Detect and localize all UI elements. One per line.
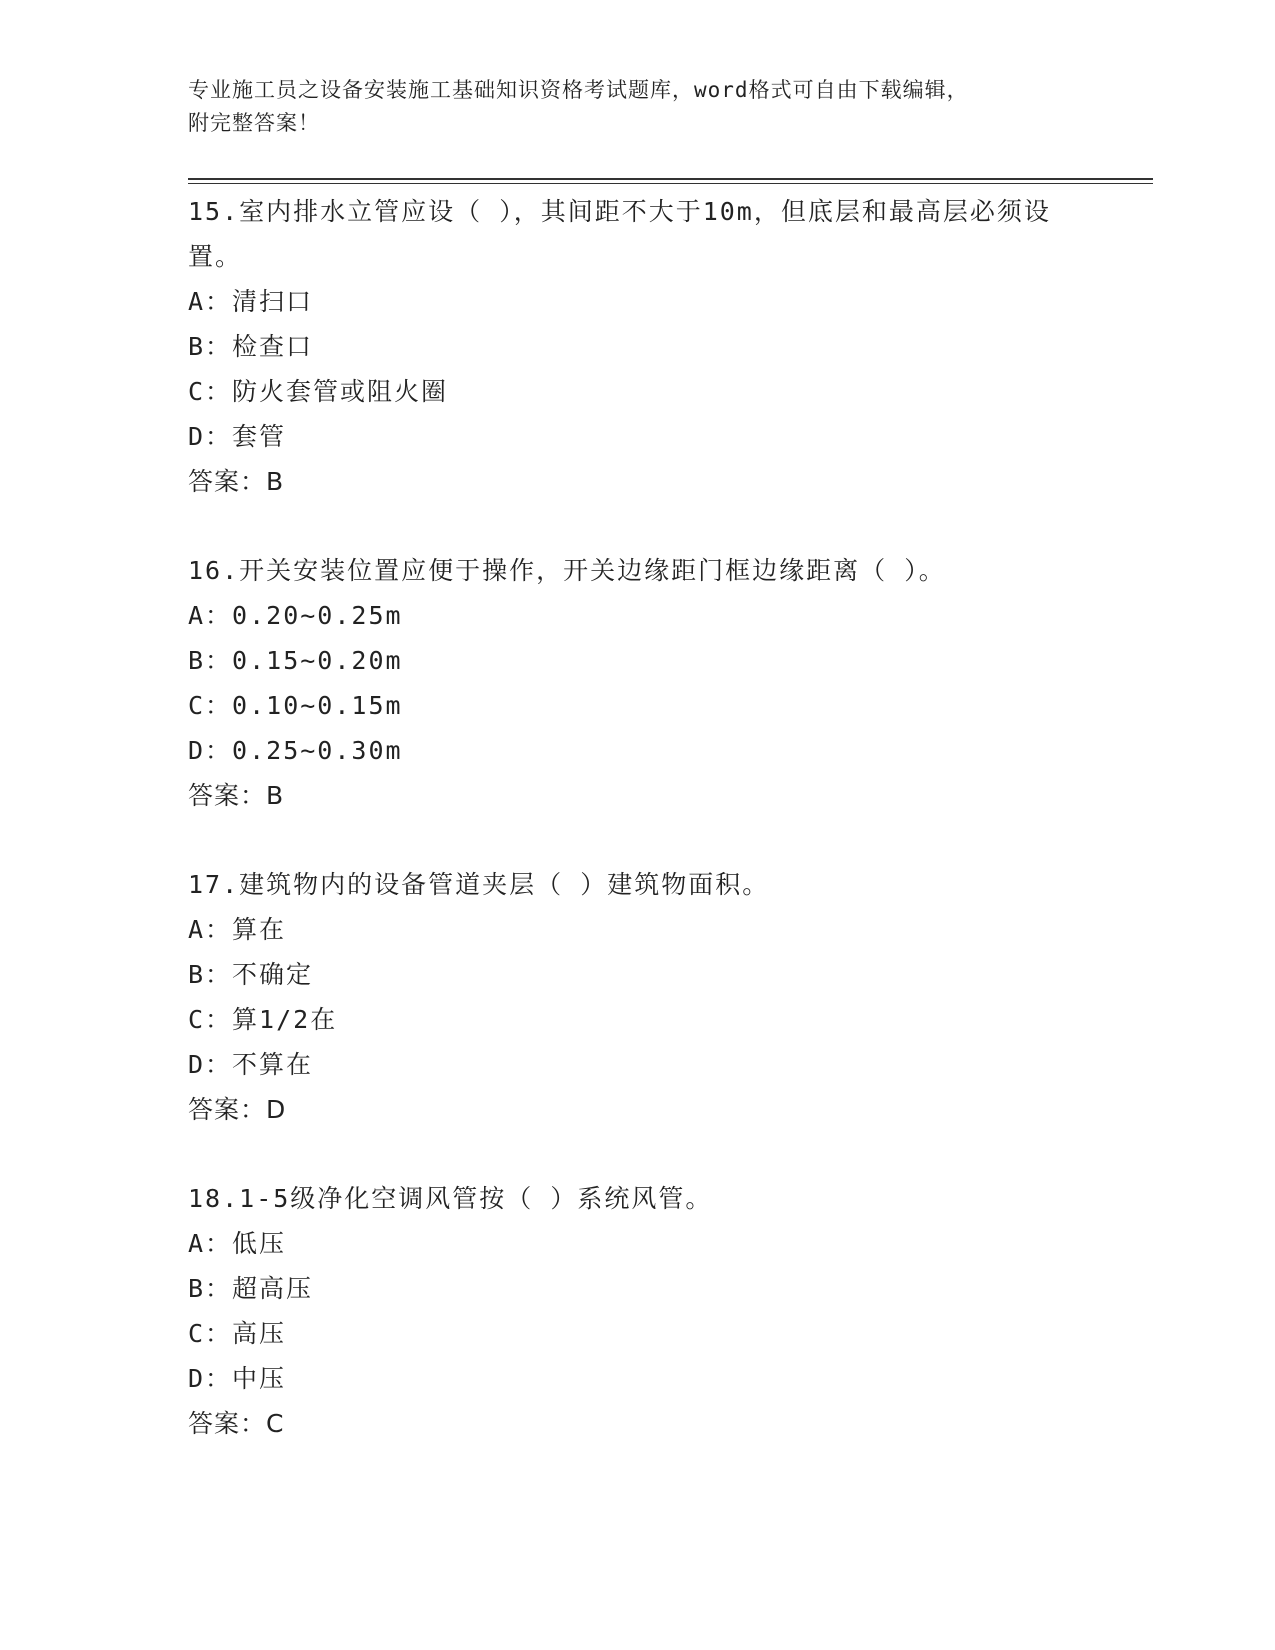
option-a: A：算在: [188, 915, 287, 944]
header-divider-thin: [188, 183, 1153, 184]
answer-line: 答案：C: [188, 1409, 285, 1438]
question-spacer: [188, 818, 1088, 862]
option-b: B：检查口: [188, 332, 314, 361]
question-stem: 17.建筑物内的设备管道夹层（ ）建筑物面积。: [188, 870, 770, 899]
option-a: A：低压: [188, 1229, 287, 1258]
option-d: D：不算在: [188, 1050, 314, 1079]
answer-line: 答案：B: [188, 781, 285, 810]
option-a: A：0.20~0.25m: [188, 601, 403, 630]
header-divider-thick: [188, 178, 1153, 180]
option-b: B：不确定: [188, 960, 314, 989]
question-stem: 15.室内排水立管应设（ ），其间距不大于10m，但底层和最高层必须设置。: [188, 197, 1051, 271]
question-17: [188, 862, 1088, 1132]
option-b: B：超高压: [188, 1274, 314, 1303]
header-line-2: 附完整答案！: [188, 111, 320, 135]
option-a: A：清扫口: [188, 287, 314, 316]
question-18: [188, 1176, 1088, 1446]
question-stem: 16.开关安装位置应便于操作，开关边缘距门框边缘距离（ ）。: [188, 556, 946, 585]
option-d: D：套管: [188, 422, 287, 451]
option-d: D：中压: [188, 1364, 287, 1393]
answer-line: 答案：B: [188, 467, 285, 496]
question-15: [188, 189, 1088, 504]
question-stem: 18.1-5级净化空调风管按（ ）系统风管。: [188, 1184, 713, 1213]
question-spacer: [188, 504, 1088, 548]
option-d: D：0.25~0.30m: [188, 736, 403, 765]
question-16: [188, 548, 1088, 818]
header-line-1: 专业施工员之设备安装施工基础知识资格考试题库，word格式可自由下载编辑，: [188, 78, 969, 102]
option-c: C：防火套管或阻火圈: [188, 377, 449, 406]
question-spacer: [188, 1132, 1088, 1176]
question-list: [188, 189, 1088, 1446]
option-c: C：算1/2在: [188, 1005, 338, 1034]
option-c: C：0.10~0.15m: [188, 691, 403, 720]
document-header: [188, 74, 1088, 140]
option-c: C：高压: [188, 1319, 287, 1348]
answer-line: 答案：D: [188, 1095, 287, 1124]
option-b: B：0.15~0.20m: [188, 646, 403, 675]
